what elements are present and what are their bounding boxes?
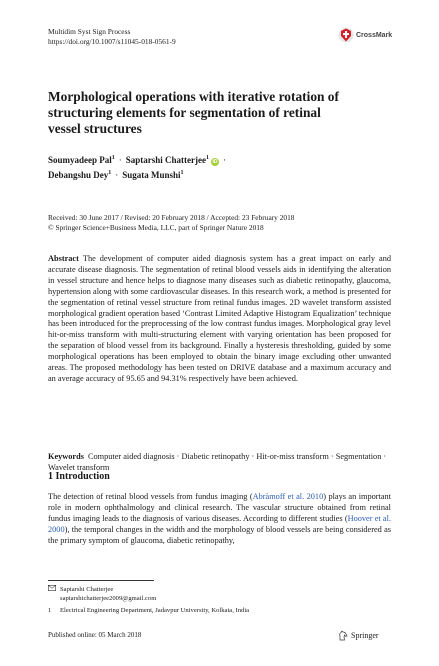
author-separator: · — [115, 170, 119, 180]
abstract-label: Abstract — [48, 254, 79, 263]
author-line-2 — [48, 167, 230, 182]
keywords-label: Keywords — [48, 452, 84, 461]
intro-text: The detection of retinal blood vessels from fundus imaging ( — [48, 492, 253, 501]
keywords-text: Computer aided diagnosis · Diabetic retinopathy · Hit-or-miss transform · Segmentation · Wavelet transform — [48, 452, 387, 472]
citation-link[interactable]: Hoover et al. 2000 — [48, 513, 391, 534]
copyright-line: © Springer Science+Business Media, LLC, part of Springer Nature 2018 — [48, 223, 264, 232]
author-separator: · — [118, 155, 122, 165]
corresponding-author-name: Saptarshi Chatterjee — [60, 586, 114, 593]
author-name[interactable]: Sugata Munshi — [122, 170, 181, 180]
email-line — [48, 594, 156, 603]
author-affil-mark: 1 — [108, 170, 112, 176]
affiliation-text: Electrical Engineering Department, Jadavpur University, Kolkata, India — [60, 607, 250, 614]
author-email-link[interactable]: saptarshichatterjee2009@gmail.com — [60, 595, 157, 602]
history-dates: Received: 30 June 2017 / Revised: 20 February 2018 / Accepted: 23 February 2018 — [48, 213, 295, 222]
footnote-divider — [48, 580, 154, 581]
article-title: Morphological operations with iterative rotation of structuring elements for segmentation of retinal vessel structures — [48, 89, 339, 136]
affiliation-mark: 1 — [48, 607, 52, 614]
intro-text: ) plays an important role in modern ophthalmology and clinical research. The vascular structure obtained from retinal fundus imaging leads to the diagnosis of various diseases. According to different studies ( — [48, 492, 391, 523]
publisher-logo[interactable] — [338, 630, 379, 641]
crossmark-icon — [338, 27, 354, 43]
author-name[interactable]: Saptarshi Chatterjee — [125, 155, 207, 165]
author-name[interactable]: Soumyadeep Pal — [48, 155, 112, 165]
intro-text: ), the temporal changes in the width and the morphology of blood vessels are being considered as the primary symptom of glaucoma, diabetic retinopathy, — [48, 524, 391, 545]
published-online-date: Published online: 05 March 2018 — [48, 631, 142, 639]
doi-link[interactable]: https://doi.org/10.1007/s11045-018-0561-9 — [48, 37, 176, 46]
author-affil-mark: 1 — [206, 155, 210, 161]
orcid-icon[interactable]: iD — [212, 159, 218, 165]
article-history — [48, 213, 295, 233]
abstract — [48, 254, 391, 385]
author-list — [48, 152, 230, 182]
section-heading: 1 Introduction — [48, 471, 110, 482]
author-line-1 — [48, 152, 230, 167]
affiliation-note — [48, 606, 249, 615]
springer-horse-icon — [338, 630, 348, 641]
author-affil-mark: 1 — [111, 155, 115, 161]
introduction-paragraph — [48, 492, 391, 547]
corresponding-author-note — [48, 585, 156, 603]
corresponding-author-line — [48, 585, 156, 594]
crossmark-badge[interactable] — [338, 27, 392, 43]
email-icon — [48, 585, 60, 594]
author-affil-mark: 1 — [180, 170, 184, 176]
journal-name: Multidim Syst Sign Process — [48, 27, 131, 36]
publisher-name: Springer — [351, 631, 379, 640]
journal-header — [48, 27, 176, 47]
abstract-text: The development of computer aided diagnosis system has a great impact on early and accurate disease diagnosis. The segmentation of retinal blood vessels aids in identifying the alteration in vessel structure and hence helps to diagnose many diseases such as diabetic retinopathy, glaucoma, hypertension along with some cardiovascular diseases. In this research work, a method is presented for the segmentation of retinal vessel structure from retinal fundus images. 2D wavelet transform assisted morphological gradient operation based ‘Contrast Limited Adaptive Histogram Equalization’ technique has been introduced for the preprocessing of the low contrast fundus images. Morphological gray level hit-or-miss transform with multi-structuring element with varying orientation has been proposed for the separation of blood vessel from its background. Finally a hysteresis thresholding, guided by some morphological operations has been employed to obtain the binary image excluding other unwanted areas. The proposed methodology has been tested on DRIVE database and a maximum accuracy and an average accuracy of 95.65 and 94.31% respectively have been achieved. — [48, 254, 391, 383]
citation-link[interactable]: Abràmoff et al. 2010 — [252, 492, 324, 501]
author-name[interactable]: Debangshu Dey — [48, 170, 109, 180]
author-separator: · — [223, 155, 227, 165]
crossmark-label: CrossMark — [356, 31, 393, 39]
